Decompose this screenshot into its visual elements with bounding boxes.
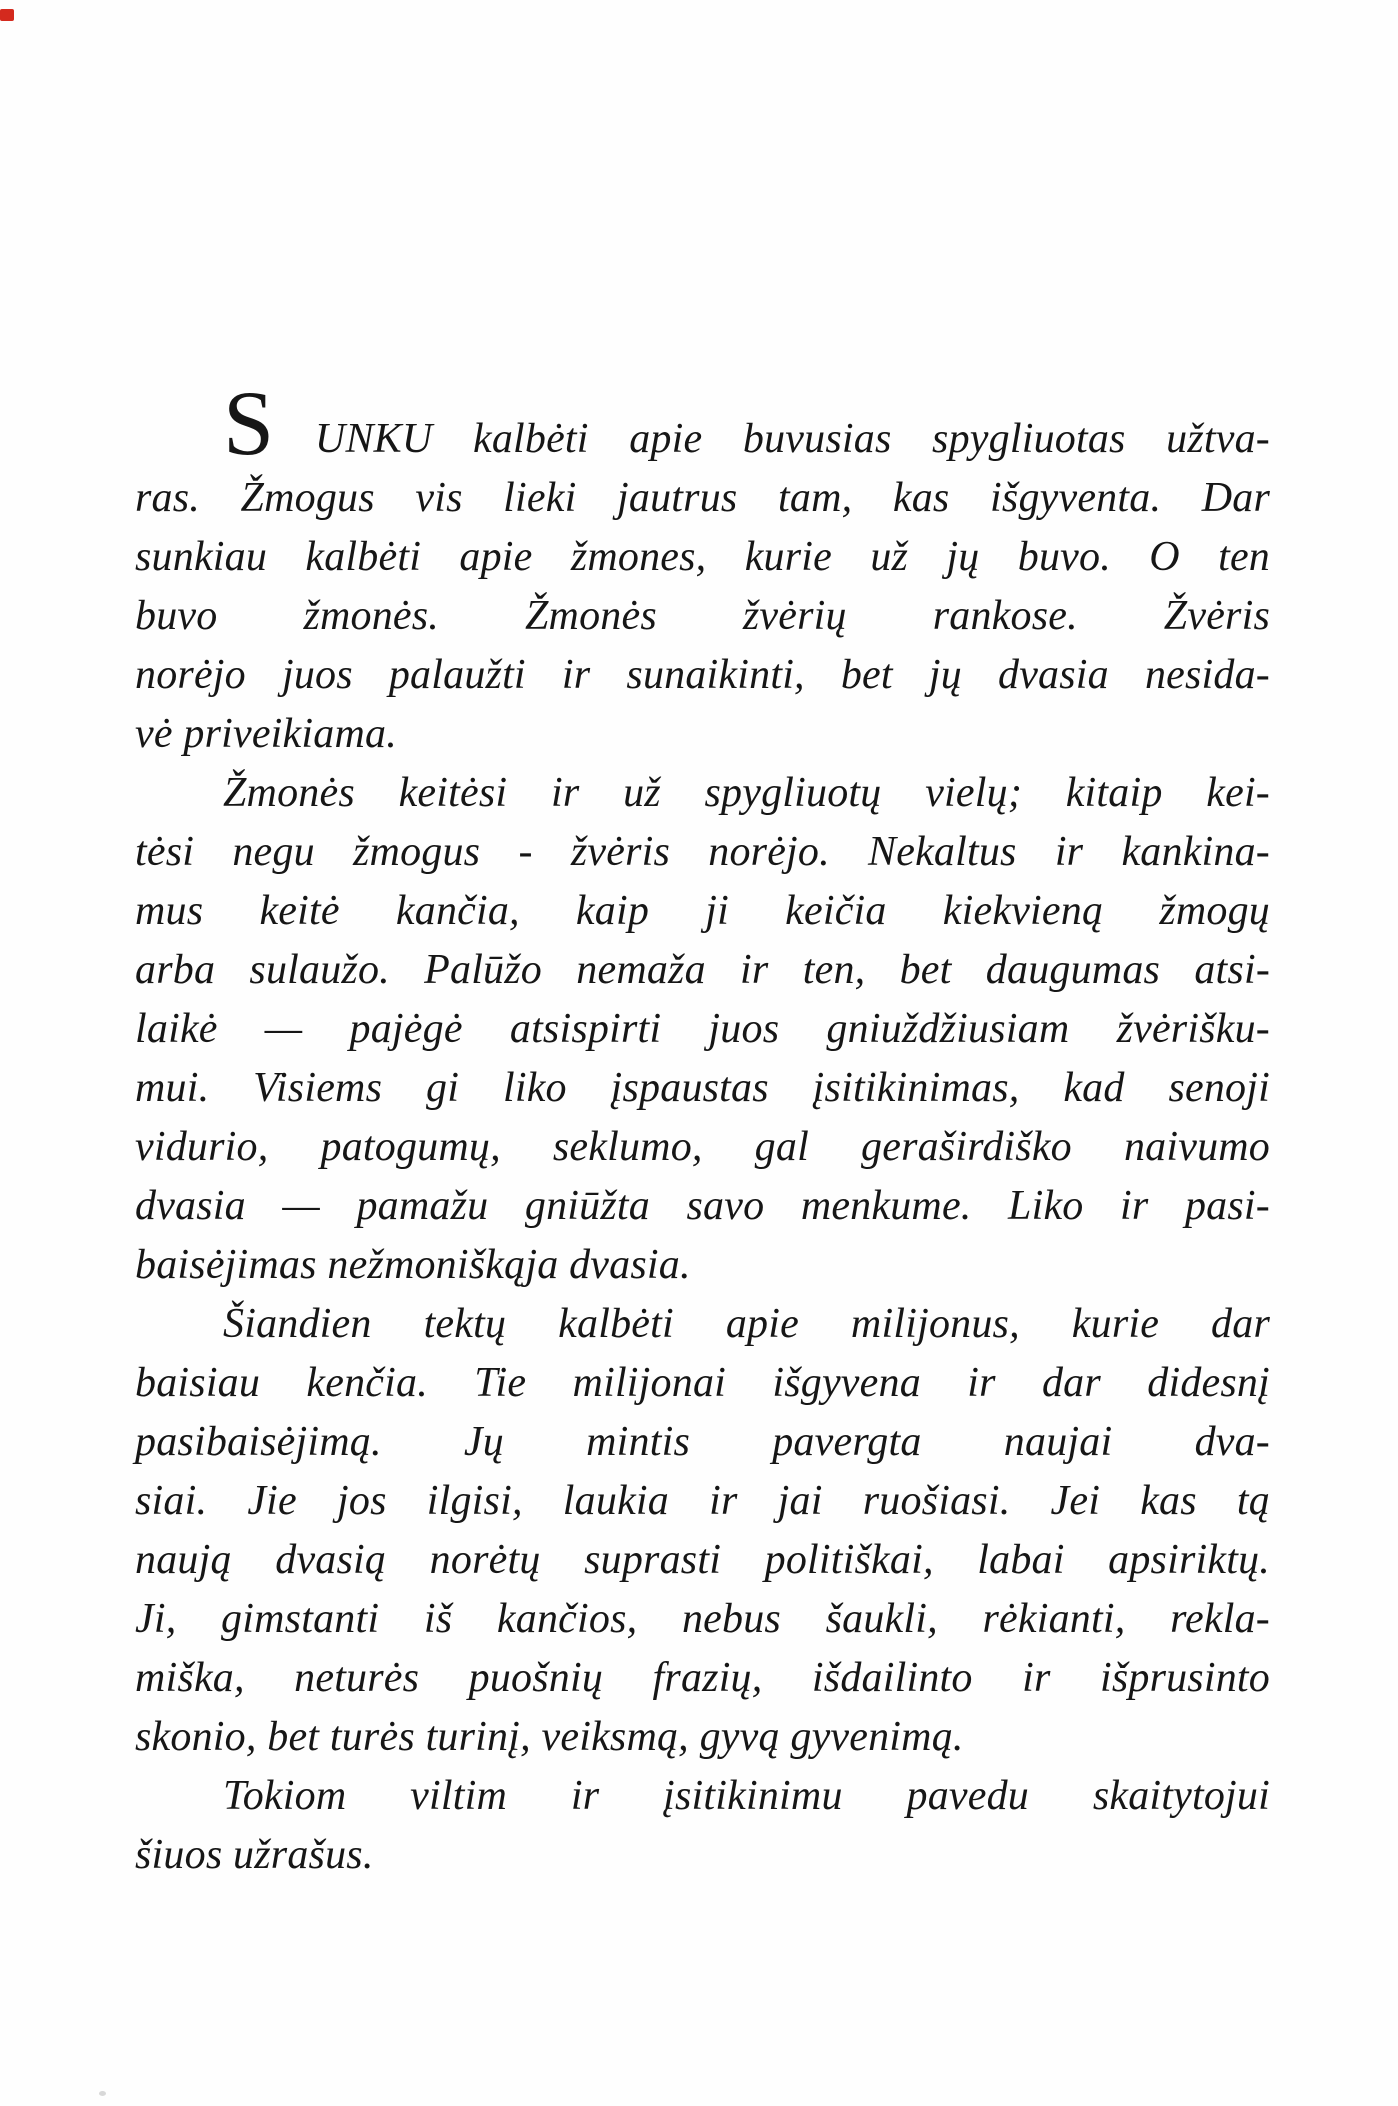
line-text: Šiandien tektų kalbėti apie milijonus, kurie dar	[223, 1301, 1270, 1347]
paragraph	[135, 1767, 1270, 1885]
text-line	[135, 941, 1270, 1000]
text-line	[135, 1000, 1270, 1059]
line-text: vidurio, patogumų, seklumo, gal geraširdiško naivumo	[135, 1124, 1270, 1170]
line-text: mui. Visiems gi liko įspaustas įsitikinimas, kad senoji	[135, 1065, 1270, 1111]
line-text: norėjo juos palaužti ir sunaikinti, bet jų dvasia nesida-	[135, 652, 1270, 698]
text-line	[135, 528, 1270, 587]
text-line	[135, 1295, 1270, 1354]
line-text: Ji, gimstanti iš kančios, nebus šaukli, rėkianti, rekla-	[135, 1596, 1270, 1642]
line-text: miška, neturės puošnių frazių, išdailinto ir išprusinto	[135, 1655, 1270, 1701]
line-text: baisiau kenčia. Tie milijonai išgyvena ir dar didesnį	[135, 1360, 1270, 1406]
drop-cap-letter: S	[223, 372, 275, 474]
text-line	[135, 469, 1270, 528]
text-line	[135, 1590, 1270, 1649]
line-text: vė priveikiama.	[135, 711, 397, 757]
text-line	[135, 1767, 1270, 1826]
scan-speck	[99, 2091, 106, 2096]
text-line	[135, 882, 1270, 941]
text-line	[135, 1826, 1270, 1885]
text-line	[135, 1649, 1270, 1708]
text-line	[135, 1531, 1270, 1590]
line-text: Žmonės keitėsi ir už spygliuotų vielų; kitaip kei-	[223, 770, 1270, 816]
paragraph	[135, 764, 1270, 1295]
text-line	[135, 764, 1270, 823]
line-text: skonio, bet turės turinį, veiksmą, gyvą gyvenimą.	[135, 1714, 964, 1760]
line-text: sunkiau kalbėti apie žmones, kurie už jų buvo. O ten	[135, 534, 1270, 580]
paragraph	[135, 1295, 1270, 1767]
text-line	[135, 1236, 1270, 1295]
text-line	[135, 1177, 1270, 1236]
paragraph	[135, 372, 1270, 764]
line-text: baisėjimas nežmoniškąja dvasia.	[135, 1242, 691, 1288]
text-line	[135, 1413, 1270, 1472]
line-text: pasibaisėjimą. Jų mintis pavergta naujai dva-	[135, 1419, 1270, 1465]
line-text: šiuos užrašus.	[135, 1832, 374, 1878]
text-line	[135, 372, 1270, 474]
page-text-block	[135, 372, 1270, 1885]
line-text: buvo žmonės. Žmonės žvėrių rankose. Žvėris	[135, 593, 1270, 639]
line-text: laikė — pajėgė atsispirti juos gniuždžiusiam žvėrišku-	[135, 1006, 1270, 1052]
line-text: ras. Žmogus vis lieki jautrus tam, kas išgyventa. Dar	[135, 475, 1270, 521]
text-line	[135, 1059, 1270, 1118]
line-text: arba sulaužo. Palūžo nemaža ir ten, bet daugumas atsi-	[135, 947, 1270, 993]
text-line	[135, 1708, 1270, 1767]
text-line	[135, 646, 1270, 705]
text-line	[135, 823, 1270, 882]
line-text: siai. Jie jos ilgisi, laukia ir jai ruošiasi. Jei kas tą	[135, 1478, 1270, 1524]
line-text: dvasia — pamažu gniūžta savo menkume. Liko ir pasi-	[135, 1183, 1270, 1229]
line-text: Tokiom viltim ir įsitikinimu pavedu skaitytojui	[223, 1773, 1270, 1819]
text-line	[135, 705, 1270, 764]
text-line	[135, 1118, 1270, 1177]
line-text: naują dvasią norėtų suprasti politiškai, labai apsiriktų.	[135, 1537, 1270, 1583]
line-text: tėsi negu žmogus - žvėris norėjo. Nekaltus ir kankina-	[135, 829, 1270, 875]
text-line	[135, 1354, 1270, 1413]
line-text: mus keitė kančia, kaip ji keičia kiekvieną žmogų	[135, 888, 1270, 934]
line-text: UNKU kalbėti apie buvusias spygliuotas užtva-	[274, 416, 1270, 462]
red-scan-artifact	[0, 9, 14, 21]
text-line	[135, 587, 1270, 646]
text-line	[135, 1472, 1270, 1531]
